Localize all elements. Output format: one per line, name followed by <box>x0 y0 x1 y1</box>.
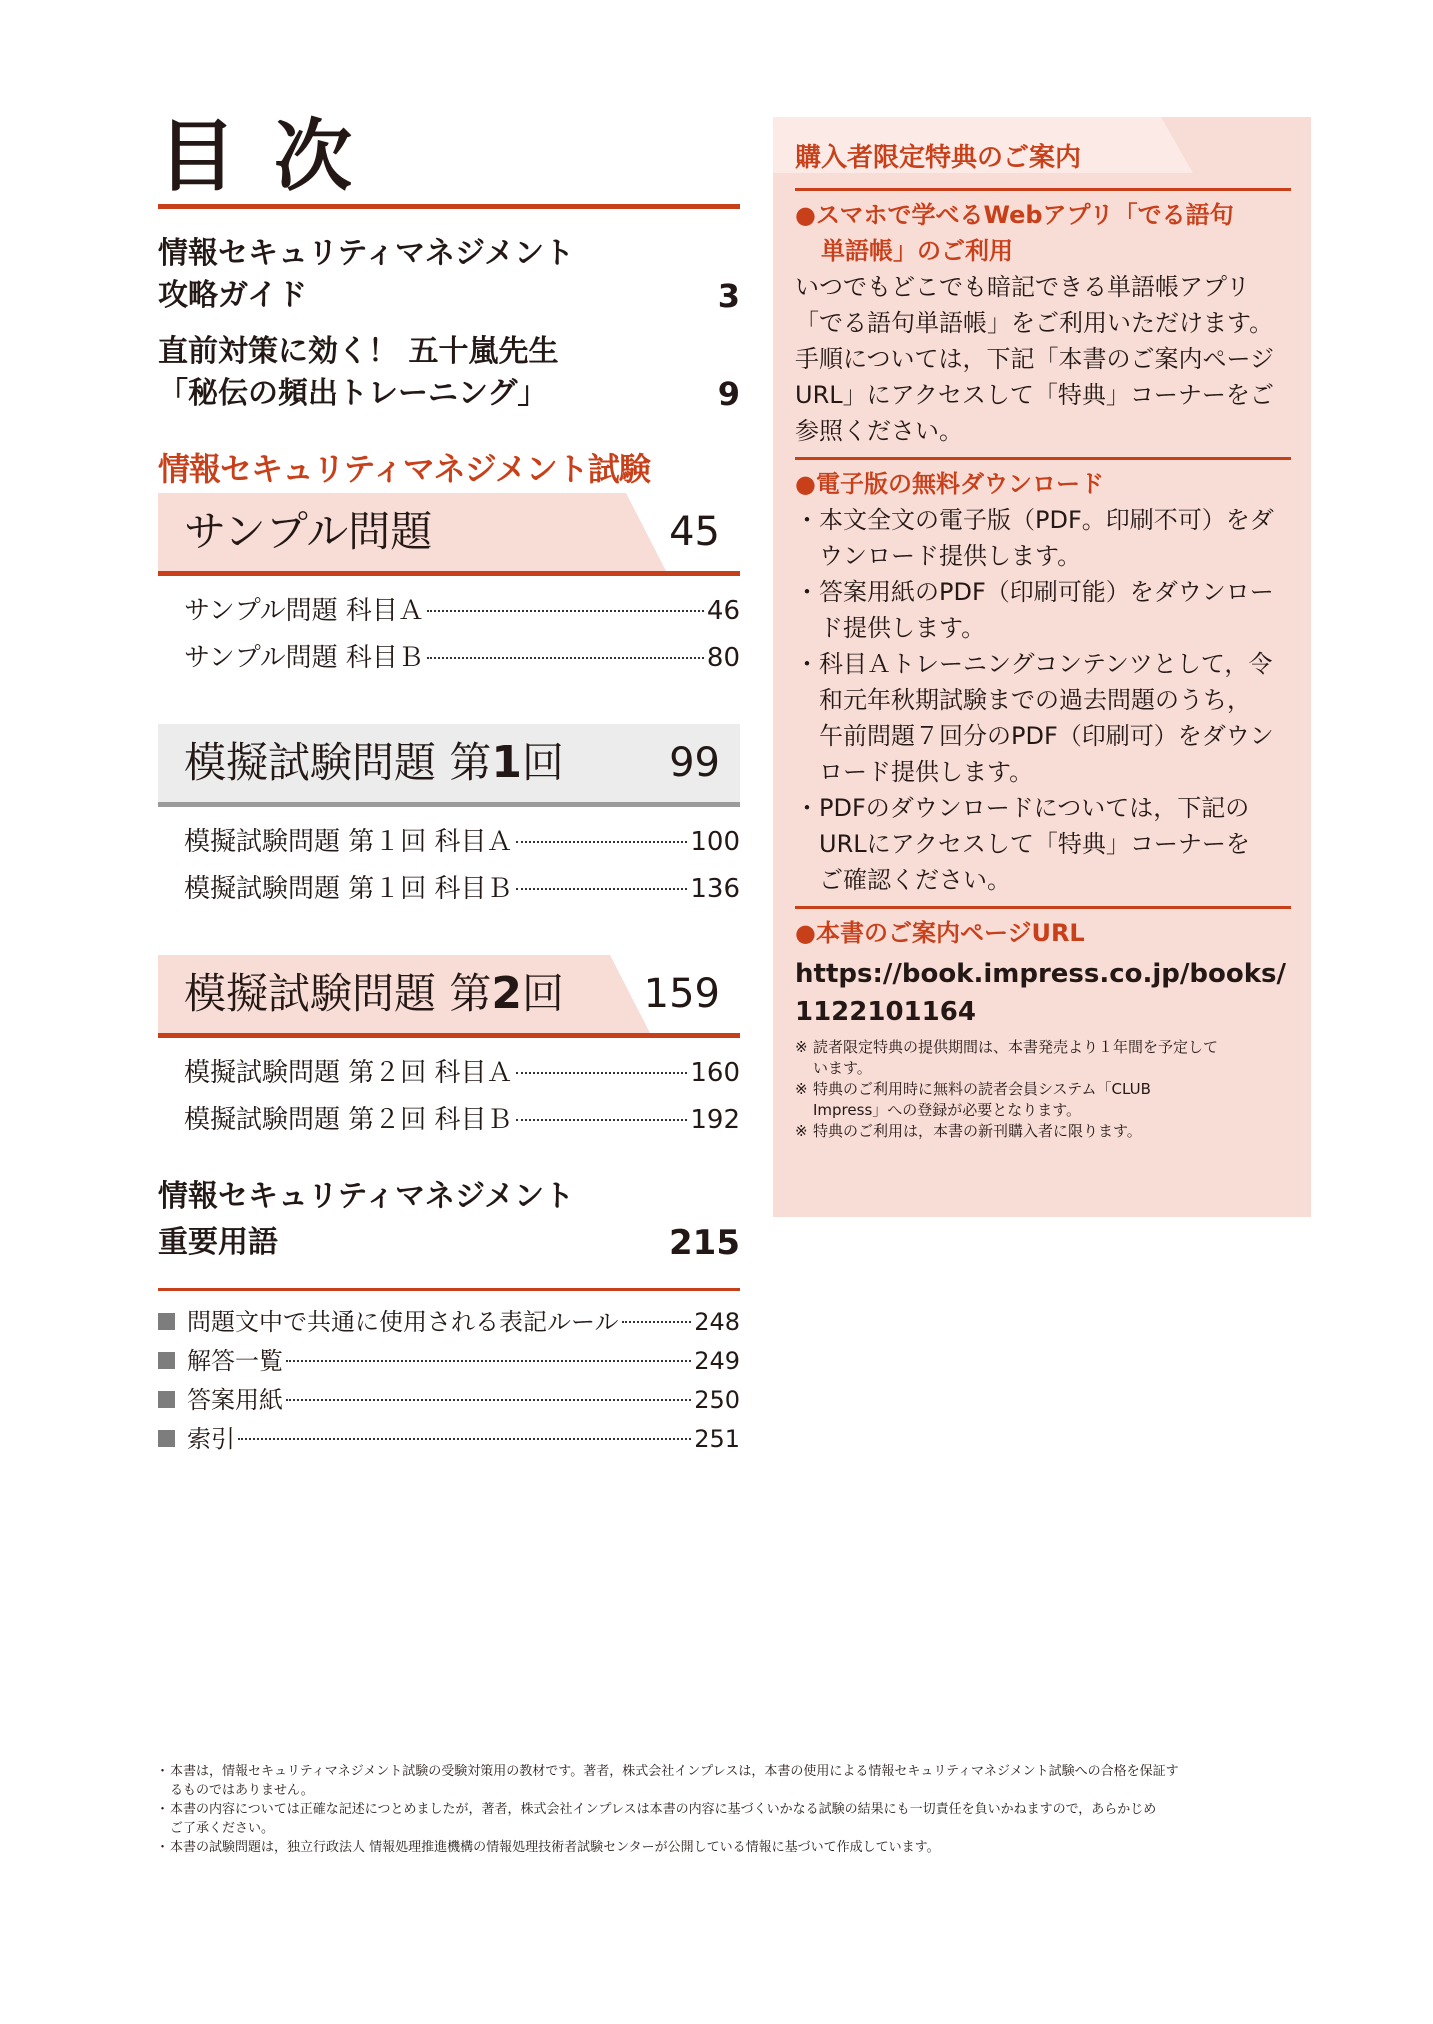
leader-dots <box>516 888 688 890</box>
banner-rule <box>158 802 740 807</box>
appendix-item[interactable] <box>158 1420 740 1459</box>
mock1-subentries <box>158 819 740 913</box>
square-bullet-icon <box>158 1391 175 1408</box>
appendix-item[interactable] <box>158 1381 740 1420</box>
bullet-item: ・ 答案用紙のPDF（印刷可能）をダウンロー ド提供します。 <box>795 574 1291 646</box>
info-page-link[interactable]: https://book.impress.co.jp/books/ 1122101164 <box>795 959 1287 1027</box>
banner-title: 模擬試験問題 第1回 <box>184 737 564 788</box>
mock2-subentries <box>158 1050 740 1144</box>
toc-subentry-page: 136 <box>690 874 740 904</box>
footnote: ・ 本書の試験問題は，独立行政法人 情報処理推進機構の情報処理技術者試験センターが公開している情報に基づいて作成しています。 <box>156 1840 940 1855</box>
bullet-item: ・ 科目Ａトレーニングコンテンツとして，令 和元年秋期試験までの過去問題のうち， 午前問題７回分のPDF（印刷可）をダウン ロード提供します。 <box>795 646 1291 790</box>
note-item: ※ 特典のご利用は，本書の新刊購入者に限ります。 <box>795 1122 1142 1140</box>
banner-mock-exam-2[interactable] <box>158 955 740 1033</box>
leader-dots <box>516 1072 688 1074</box>
toc-subentry-page: 100 <box>690 827 740 857</box>
note-item: ※ 特典のご利用時に無料の読者会員システム「CLUB Impress」への登録が必要となります。 <box>795 1080 1151 1119</box>
toc-subentry-page: 192 <box>690 1105 740 1135</box>
square-bullet-icon <box>158 1352 175 1369</box>
section-heading: ●本書のご案内ページURL <box>795 919 1085 947</box>
square-bullet-icon <box>158 1313 175 1330</box>
toc-entry-page: 3 <box>717 277 740 315</box>
section-web-app <box>795 197 1291 449</box>
toc-subentry-label: 模擬試験問題 第２回 科目Ａ <box>184 1058 513 1088</box>
toc-entry-label: 情報セキュリティマネジメント <box>158 236 575 271</box>
toc-entry-secret-training[interactable] <box>158 331 740 415</box>
toc-entry-strategy-guide[interactable] <box>158 233 740 317</box>
banner-sample-questions[interactable] <box>158 493 740 571</box>
appendix-label: 答案用紙 <box>187 1386 283 1414</box>
banner-title: サンプル問題 <box>184 507 433 556</box>
toc-subentry-label: 模擬試験問題 第１回 科目Ａ <box>184 827 513 857</box>
appendix-page: 249 <box>694 1347 740 1375</box>
toc-subentry[interactable] <box>158 819 740 866</box>
section-heading: 単語帳」のご利用 <box>821 237 1013 265</box>
note-item: ※ 読者限定特典の提供期間は、本書発売より１年間を予定して います。 <box>795 1038 1219 1077</box>
bullet-item: ・ PDFのダウンロードについては，下記の URLにアクセスして「特典」コーナーを ご確認ください。 <box>795 790 1291 898</box>
sidebar-rule <box>795 906 1291 909</box>
banner-mock-exam-1[interactable] <box>158 724 740 802</box>
bullet-item: ・ 本文全文の電子版（PDF。印刷不可）をダ ウンロード提供します。 <box>795 502 1291 574</box>
toc-subentry[interactable] <box>158 866 740 913</box>
toc-entry-label: 「秘伝の頻出トレーニング」 <box>158 376 548 411</box>
appendix-item[interactable] <box>158 1303 740 1342</box>
exam-section-heading: 情報セキュリティマネジメント試験 <box>158 450 650 488</box>
sample-subentries <box>158 588 740 682</box>
section-ebook-download <box>795 466 1291 898</box>
leader-dots <box>238 1438 691 1440</box>
toc-subentry[interactable] <box>158 1097 740 1144</box>
toc-entry-page: 215 <box>669 1223 740 1263</box>
leader-dots <box>516 1119 688 1121</box>
toc-entry-label: 情報セキュリティマネジメント <box>158 1179 575 1214</box>
banner-page: 99 <box>669 740 720 786</box>
toc-subentry[interactable] <box>158 1050 740 1097</box>
appendix-item[interactable] <box>158 1342 740 1381</box>
appendix-page: 248 <box>694 1308 740 1336</box>
leader-dots <box>516 841 688 843</box>
banner-title: 模擬試験問題 第2回 <box>184 968 564 1019</box>
banner-page: 159 <box>643 971 720 1017</box>
bonus-sidebar <box>795 130 1291 1142</box>
leader-dots <box>286 1399 691 1401</box>
appendix-page: 251 <box>694 1425 740 1453</box>
toc-subentry-label: サンプル問題 科目Ｂ <box>184 643 424 673</box>
toc-entry-label: 攻略ガイド <box>158 278 308 313</box>
banner-rule <box>158 1033 740 1038</box>
notes <box>795 1037 1291 1142</box>
toc-entry-label: 重要用語 <box>158 1225 278 1260</box>
leader-dots <box>427 657 704 659</box>
toc-entry-page: 9 <box>717 375 740 413</box>
bullet-dot-icon: ・ <box>795 578 819 606</box>
toc-entry-glossary[interactable] <box>158 1174 740 1266</box>
appendix-list <box>158 1288 740 1459</box>
square-bullet-icon <box>158 1430 175 1447</box>
section-body: いつでもどこでも暗記できる単語帳アプリ 「でる語句単語帳」をご利用いただけます。 手順については，下記「本書のご案内ページ URL」にアクセスして「特典」コーナーをご 参照ください。 <box>795 273 1275 445</box>
leader-dots <box>622 1321 692 1323</box>
leader-dots <box>427 610 704 612</box>
sidebar-title: 購入者限定特典のご案内 <box>795 143 1082 173</box>
toc-subentry[interactable] <box>158 635 740 682</box>
footnote: ・ 本書は，情報セキュリティマネジメント試験の受験対策用の教材です。著者，株式会社インプレスは，本書の使用による情報セキュリティマネジメント試験への合格を保証す るものではありません。 <box>156 1764 1179 1798</box>
appendix-label: 解答一覧 <box>187 1347 283 1375</box>
appendix-page: 250 <box>694 1386 740 1414</box>
banner-rule <box>158 571 740 576</box>
toc-title: 目次 <box>158 112 391 202</box>
section-heading: ●電子版の無料ダウンロード <box>795 470 1104 498</box>
toc-subentry-label: 模擬試験問題 第２回 科目Ｂ <box>184 1105 513 1135</box>
appendix-label: 問題文中で共通に使用される表記ルール <box>187 1308 619 1336</box>
table-of-contents <box>158 112 740 1459</box>
toc-subentry[interactable] <box>158 588 740 635</box>
sidebar-rule <box>795 457 1291 460</box>
appendix-label: 索引 <box>187 1425 235 1453</box>
bullet-dot-icon: ・ <box>795 506 819 534</box>
bullet-dot-icon: ・ <box>795 650 819 678</box>
section-info-url <box>795 915 1291 1142</box>
title-rule <box>158 204 740 209</box>
toc-subentry-label: 模擬試験問題 第１回 科目Ｂ <box>184 874 513 904</box>
banner-page: 45 <box>669 509 720 555</box>
toc-entry-label: 直前対策に効く！ 五十嵐先生 <box>158 334 559 369</box>
footnote: ・ 本書の内容については正確な記述につとめましたが，著者，株式会社インプレスは本書の内容に基づくいかなる試験の結果にも一切責任を負いかねますので，あらかじめ ご了承ください。 <box>156 1802 1157 1836</box>
page-footnotes <box>156 1762 1318 1857</box>
toc-subentry-page: 160 <box>690 1058 740 1088</box>
toc-subentry-page: 46 <box>706 596 740 626</box>
sidebar-rule <box>795 188 1291 191</box>
section-heading: ●スマホで学べるWebアプリ「でる語句 <box>795 201 1234 229</box>
bullet-dot-icon: ・ <box>795 794 819 822</box>
leader-dots <box>286 1360 691 1362</box>
toc-subentry-page: 80 <box>706 643 740 673</box>
toc-subentry-label: サンプル問題 科目Ａ <box>184 596 424 626</box>
